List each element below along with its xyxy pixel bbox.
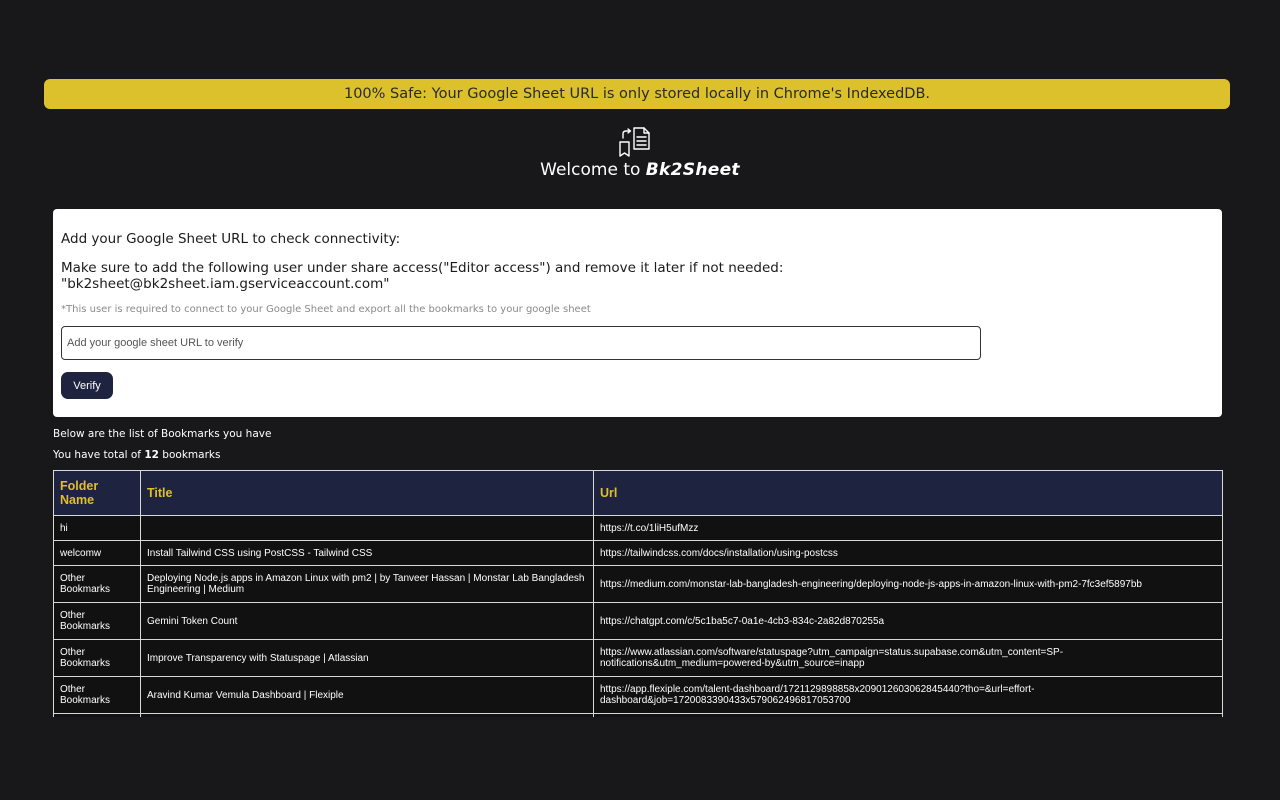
cell-title — [141, 714, 594, 718]
welcome-heading — [0, 160, 1280, 180]
cell-url: https://tailwindcss.com/docs/installation/using-postcss — [594, 541, 1223, 566]
sheet-url-input[interactable] — [61, 326, 981, 360]
cell-url: https://medium.com/monstar-lab-bangladesh-engineering/deploying-node-js-apps-in-amazon-linux-with-pm2-7fc3ef5897bb — [594, 566, 1223, 603]
cell-url: https://chatgpt.com/c/5c1ba5c7-0a1e-4cb3-834c-2a82d870255a — [594, 603, 1223, 640]
cell-folder: hi — [54, 516, 141, 541]
table-row — [54, 714, 1223, 718]
cell-title: Deploying Node.js apps in Amazon Linux with pm2 | by Tanveer Hassan | Monstar Lab Bangladesh Engineering | Medium — [141, 566, 594, 603]
bookmark-total-count: 12 — [144, 449, 159, 461]
cell-title: Improve Transparency with Statuspage | Atlassian — [141, 640, 594, 677]
safety-banner-text: 100% Safe: Your Google Sheet URL is only stored locally in Chrome's IndexedDB. — [343, 86, 931, 102]
welcome-prefix: Welcome to — [540, 160, 646, 180]
table-row — [54, 541, 1223, 566]
bookmarks-table-container[interactable] — [53, 470, 1223, 717]
header-folder-name: Folder Name — [54, 471, 141, 516]
cell-folder: Other Bookmarks — [54, 603, 141, 640]
cell-url: https://t.co/1liH5ufMzz — [594, 516, 1223, 541]
bookmark-total — [53, 449, 220, 461]
cell-folder: welcomw — [54, 541, 141, 566]
table-row — [54, 677, 1223, 714]
cell-folder: Other Bookmarks — [54, 566, 141, 603]
table-row — [54, 516, 1223, 541]
header-url: Url — [594, 471, 1223, 516]
table-header-row — [54, 471, 1223, 516]
safety-banner — [44, 79, 1230, 109]
bookmark-total-prefix: You have total of — [53, 449, 145, 461]
table-row — [54, 566, 1223, 603]
bookmark-sheet-logo-icon — [614, 124, 656, 160]
bookmark-list-caption: Below are the list of Bookmarks you have — [53, 428, 272, 440]
cell-title: Install Tailwind CSS using PostCSS - Tailwind CSS — [141, 541, 594, 566]
bookmark-total-suffix: bookmarks — [158, 449, 221, 461]
cell-url: https://app.flexiple.com/talent-dashboard/1721129898858x209012603062845440?tho=&url=effort-dashboard&job=1720083390433x579062496817053700 — [594, 677, 1223, 714]
cell-title — [141, 516, 594, 541]
cell-folder: Other Bookmarks — [54, 640, 141, 677]
brand-name: Bk2Sheet — [645, 160, 740, 180]
table-row — [54, 603, 1223, 640]
cell-title: Aravind Kumar Vemula Dashboard | Flexiple — [141, 677, 594, 714]
cell-url — [594, 714, 1223, 718]
verify-button[interactable]: Verify — [61, 372, 113, 399]
service-user-note: *This user is required to connect to your Google Sheet and export all the bookmarks to your google sheet — [61, 304, 591, 315]
header-title: Title — [141, 471, 594, 516]
cell-title: Gemini Token Count — [141, 603, 594, 640]
table-row — [54, 640, 1223, 677]
cell-folder: Other Bookmarks — [54, 677, 141, 714]
share-instruction: Make sure to add the following user under share access("Editor access") and remove it later if not needed: "bk2sheet@bk2sheet.iam.gserviceaccount.com" — [61, 260, 784, 292]
connect-sheet-card — [53, 209, 1222, 417]
bookmarks-table — [53, 470, 1223, 717]
cell-folder — [54, 714, 141, 718]
connect-heading: Add your Google Sheet URL to check connectivity: — [61, 231, 401, 247]
cell-url: https://www.atlassian.com/software/statuspage?utm_campaign=status.supabase.com&utm_content=SP-notifications&utm_medium=powered-by&utm_source=inapp — [594, 640, 1223, 677]
